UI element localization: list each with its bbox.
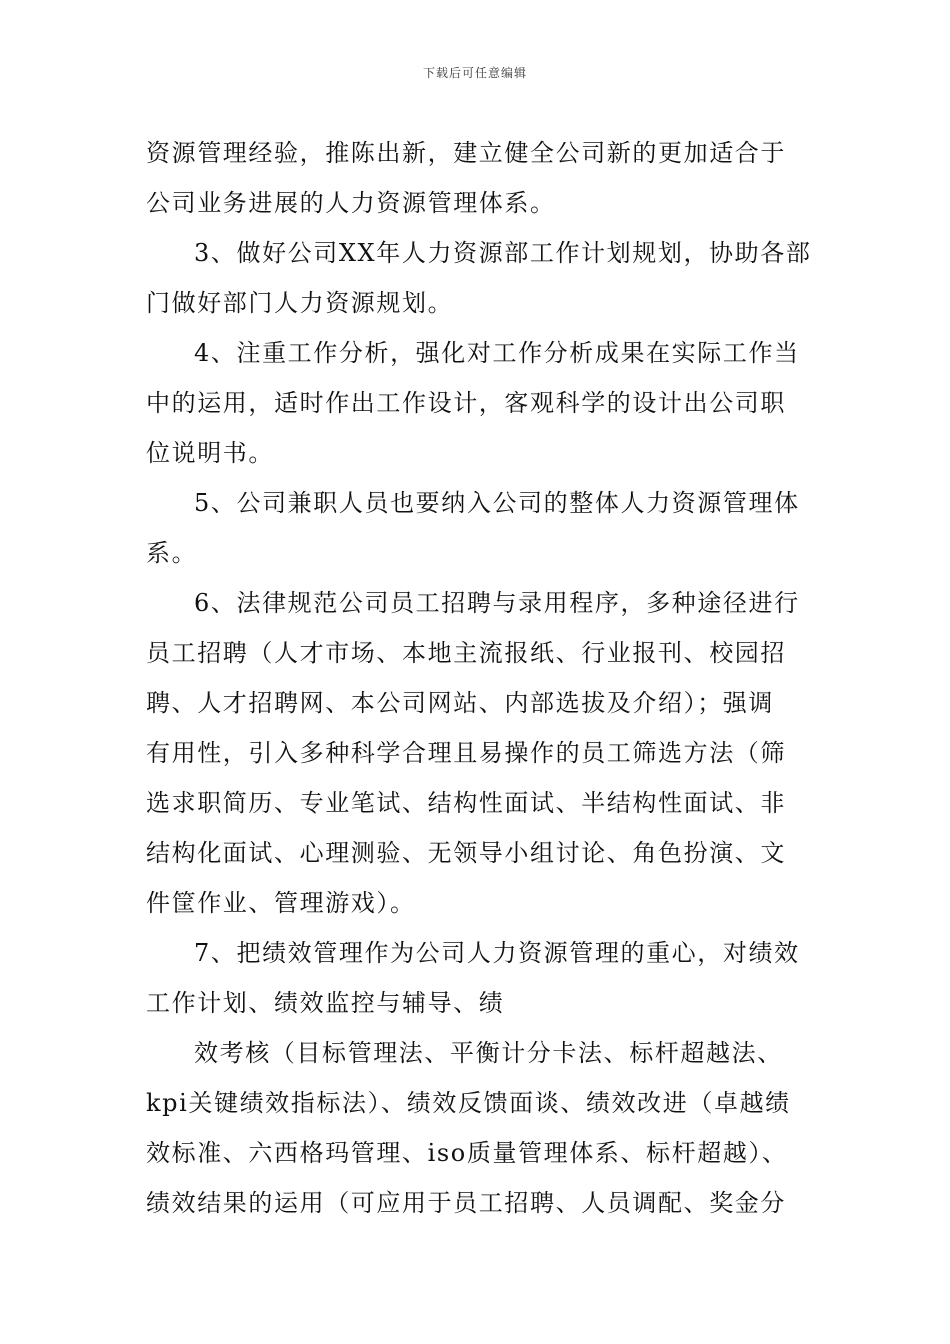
text-line: 工作计划、绩效监控与辅导、绩 <box>146 989 505 1017</box>
text-line: 有用性，引入多种科学合理且易操作的员工筛选方法（筛 <box>146 739 786 767</box>
text-line: 6、法律规范公司员工招聘与录用程序，多种途径进行 <box>194 589 800 617</box>
text-line: kpi关键绩效指标法）、绩效反馈面谈、绩效改进（卓越绩 <box>146 1089 791 1117</box>
text-line: 件筐作业、管理游戏）。 <box>146 889 416 917</box>
text-line: 选求职简历、专业笔试、结构性面试、半结构性面试、非 <box>146 789 786 817</box>
text-line: 中的运用，适时作出工作设计，客观科学的设计出公司职 <box>146 389 786 417</box>
text-line: 5、公司兼职人员也要纳入公司的整体人力资源管理体 <box>194 489 800 517</box>
text-line: 4、注重工作分析，强化对工作分析成果在实际工作当 <box>194 339 800 367</box>
text-line: 聘、人才招聘网、本公司网站、内部选拔及介绍）；强调 <box>146 689 774 717</box>
text-line: 资源管理经验，推陈出新，建立健全公司新的更加适合于 <box>146 139 786 167</box>
text-line: 效标准、六西格玛管理、iso质量管理体系、标杆超越）、 <box>146 1139 788 1167</box>
text-line: 位说明书。 <box>146 439 274 467</box>
paragraph-6 <box>146 928 826 1028</box>
page-header-note: 下载后可任意编辑 <box>422 66 527 80</box>
text-line: 公司业务进展的人力资源管理体系。 <box>146 189 556 217</box>
text-line: 员工招聘（人才市场、本地主流报纸、行业报刊、校园招 <box>146 639 786 667</box>
paragraph-2 <box>146 228 826 328</box>
text-line: 门做好部门人力资源规划。 <box>146 289 454 317</box>
text-line: 效考核（目标管理法、平衡计分卡法、标杆超越法、 <box>194 1039 783 1067</box>
text-line: 系。 <box>146 539 198 567</box>
paragraph-7 <box>146 1028 826 1228</box>
paragraph-4 <box>146 478 826 578</box>
text-line: 绩效结果的运用（可应用于员工招聘、人员调配、奖金分 <box>146 1189 786 1217</box>
paragraph-3 <box>146 328 826 478</box>
document-body <box>146 128 826 1228</box>
paragraph-5 <box>146 578 826 928</box>
text-line: 3、做好公司XX年人力资源部工作计划规划，协助各部 <box>194 239 812 267</box>
text-line: 7、把绩效管理作为公司人力资源管理的重心，对绩效 <box>194 939 800 967</box>
paragraph-1 <box>146 128 826 228</box>
text-line: 结构化面试、心理测验、无领导小组讨论、角色扮演、文 <box>146 839 786 867</box>
